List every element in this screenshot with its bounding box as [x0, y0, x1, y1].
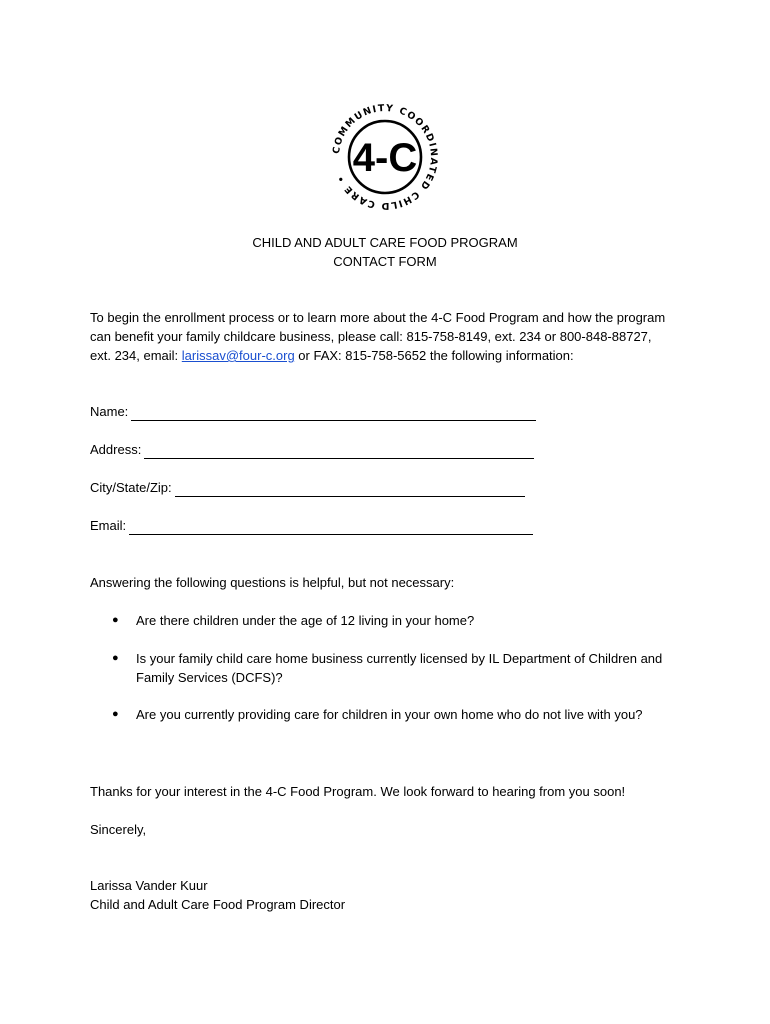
city-state-zip-blank-line[interactable]	[175, 482, 525, 497]
form-subtitle: CONTACT FORM	[333, 254, 437, 269]
list-item	[112, 649, 672, 687]
form-title: CHILD AND ADULT CARE FOOD PROGRAM	[252, 235, 518, 250]
name-label: Name:	[90, 404, 129, 419]
address-label: Address:	[90, 442, 142, 457]
bullet-icon: ●	[112, 614, 119, 626]
email-link[interactable]: larissav@four-c.org	[181, 348, 295, 363]
logo-center-text: 4-C	[352, 136, 418, 180]
sincerely-text: Sincerely,	[90, 822, 147, 837]
list-item	[112, 611, 672, 630]
list-item	[112, 705, 672, 724]
bullet-icon: ●	[112, 708, 119, 720]
question-text: Is your family child care home business currently licensed by IL Department of Children and Family Services (DCFS)?	[136, 651, 663, 685]
name-field	[90, 402, 536, 421]
bullet-icon: ●	[112, 652, 119, 664]
email-blank-line[interactable]	[129, 520, 533, 535]
question-text: Are there children under the age of 12 living in your home?	[136, 613, 475, 628]
signer-name: Larissa Vander Kuur	[90, 878, 208, 893]
address-blank-line[interactable]	[144, 444, 534, 459]
four-c-logo	[327, 99, 443, 215]
questions-intro: Answering the following questions is helpful, but not necessary:	[90, 575, 455, 590]
signer-title: Child and Adult Care Food Program Director	[90, 897, 346, 912]
city-state-zip-label: City/State/Zip:	[90, 480, 172, 495]
intro-paragraph	[90, 308, 670, 365]
address-field	[90, 440, 534, 459]
question-text: Are you currently providing care for children in your own home who do not live with you?	[136, 707, 643, 722]
email-field	[90, 516, 533, 535]
logo-ring-text: COMMUNITY COORDINATED CHILD CARE •	[330, 102, 440, 212]
name-blank-line[interactable]	[131, 406, 536, 421]
email-label: Email:	[90, 518, 127, 533]
thanks-text: Thanks for your interest in the 4-C Food Program. We look forward to hearing from you soon!	[90, 784, 626, 799]
intro-text-start: To begin the enrollment process or to learn more about the 4-C Food Program and how the program can benefit your family childcare business, please call: 815-758-8149, ext. 234 or 800-848-88727, ext. 234, email:	[90, 310, 666, 363]
intro-text-end: or FAX: 815-758-5652 the following information:	[294, 348, 574, 363]
city-state-zip-field	[90, 478, 525, 497]
